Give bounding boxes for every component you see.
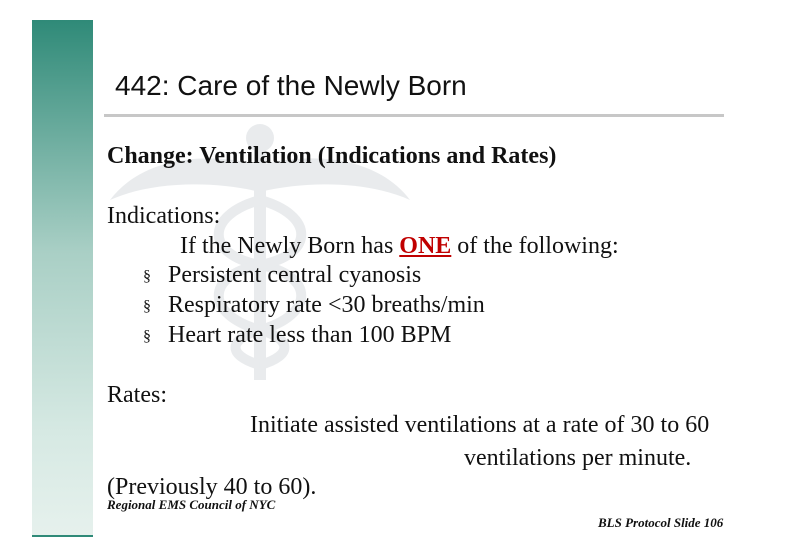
intro-suffix: of the following: bbox=[451, 233, 619, 259]
slide-title: 442: Care of the Newly Born bbox=[115, 70, 467, 101]
indication-item: Heart rate less than 100 BPM bbox=[168, 322, 452, 348]
indications-label: Indications: bbox=[107, 203, 221, 229]
intro-emphasis: ONE bbox=[399, 233, 452, 259]
rates-line-2: ventilations per minute. bbox=[464, 445, 692, 471]
footer-slide-number: BLS Protocol Slide 106 bbox=[598, 515, 724, 530]
indications-intro bbox=[180, 233, 619, 260]
bottom-accent-rule bbox=[32, 535, 93, 537]
rates-line-1: Initiate assisted ventilations at a rate of 30 to 60 bbox=[250, 412, 710, 438]
footer-organization: Regional EMS Council of NYC bbox=[107, 497, 276, 512]
left-accent-bar bbox=[32, 20, 93, 535]
rates-previous: (Previously 40 to 60). bbox=[107, 474, 317, 500]
bullet-icon: § bbox=[143, 328, 151, 345]
intro-prefix: If the Newly Born has bbox=[180, 233, 400, 259]
bullet-icon: § bbox=[143, 268, 151, 285]
bullet-icon: § bbox=[143, 298, 151, 315]
title-divider bbox=[104, 114, 724, 117]
rates-label: Rates: bbox=[107, 382, 167, 408]
indication-item: Persistent central cyanosis bbox=[168, 262, 422, 288]
slide-subtitle: Change: Ventilation (Indications and Rates) bbox=[107, 143, 557, 169]
indication-item: Respiratory rate <30 breaths/min bbox=[168, 292, 485, 318]
